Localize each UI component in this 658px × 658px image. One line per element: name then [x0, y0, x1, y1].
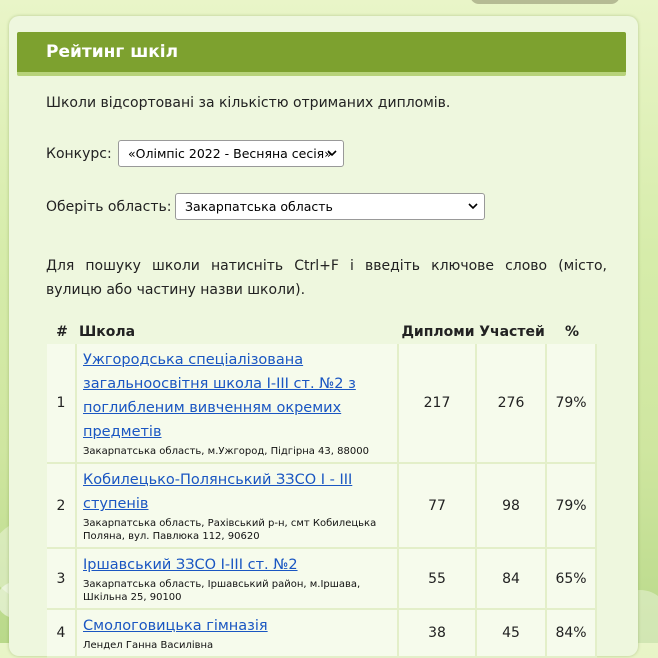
diplomas-value: 38 [399, 610, 477, 658]
header-participants: Участей [479, 324, 545, 340]
region-select-value: Закарпатська область [185, 199, 333, 214]
percent-value: 84% [547, 610, 597, 658]
contest-select-value: «Олімпіс 2022 - Весняна сесія» [128, 146, 332, 161]
contest-select[interactable] [118, 140, 344, 167]
intro-text: Школи відсортовані за кількістю отриманих дипломів. [46, 95, 451, 111]
top-bar-edge [470, 0, 620, 4]
region-select[interactable] [175, 193, 485, 220]
percent-value: 65% [547, 549, 597, 610]
school-address: Закарпатська область, Іршавський район, м.Іршава, Шкільна 25, 90100 [83, 579, 361, 603]
row-number: 1 [47, 344, 77, 464]
schools-table [47, 320, 597, 658]
search-hint: Для пошуку школи натисніть Ctrl+F і введіть ключове слово (місто, вулицю або частину назви школи). [46, 258, 607, 298]
percent-value: 79% [547, 464, 597, 549]
school-address: Лендел Ганна Василівна [83, 640, 214, 651]
header-percent: % [564, 324, 580, 340]
school-link[interactable]: Смологовицька гімназія [83, 618, 268, 634]
school-cell [77, 610, 399, 658]
table-row [47, 610, 597, 658]
table-row [47, 464, 597, 549]
panel-header [17, 32, 626, 76]
row-number: 3 [47, 549, 77, 610]
participants-value: 45 [477, 610, 547, 658]
school-link[interactable]: Кобилецько-Полянський ЗЗСО І - ІІІ ступенів [83, 472, 353, 512]
diplomas-value: 77 [399, 464, 477, 549]
table-row [47, 344, 597, 464]
school-cell [77, 464, 399, 549]
table-header-row [47, 320, 597, 344]
chevron-down-icon [327, 148, 337, 158]
diplomas-value: 217 [399, 344, 477, 464]
school-link[interactable]: Ужгородська спеціалізована загальноосвітня школа І-ІІІ ст. №2 з поглибленим вивченням окремих предметів [83, 352, 356, 440]
rating-panel [9, 16, 638, 656]
row-number: 2 [47, 464, 77, 549]
header-school: Школа [79, 324, 136, 340]
contest-label: Конкурс: [46, 146, 112, 162]
panel-title: Рейтинг шкіл [46, 42, 179, 62]
chevron-down-icon [468, 201, 478, 211]
school-link[interactable]: Іршавський ЗЗСО І-ІІІ ст. №2 [83, 557, 298, 573]
percent-value: 79% [547, 344, 597, 464]
diplomas-value: 55 [399, 549, 477, 610]
school-address: Закарпатська область, Рахівський р-н, смт Кобилецька Поляна, вул. Павлюка 112, 90620 [83, 518, 377, 542]
row-number: 4 [47, 610, 77, 658]
school-cell [77, 344, 399, 464]
header-diplomas: Дипломи [401, 324, 475, 340]
participants-value: 98 [477, 464, 547, 549]
region-label: Оберіть область: [46, 199, 172, 215]
table-row [47, 549, 597, 610]
participants-value: 276 [477, 344, 547, 464]
header-num: # [56, 324, 68, 340]
school-address: Закарпатська область, м.Ужгород, Підгірна 43, 88000 [83, 446, 369, 457]
school-cell [77, 549, 399, 610]
participants-value: 84 [477, 549, 547, 610]
